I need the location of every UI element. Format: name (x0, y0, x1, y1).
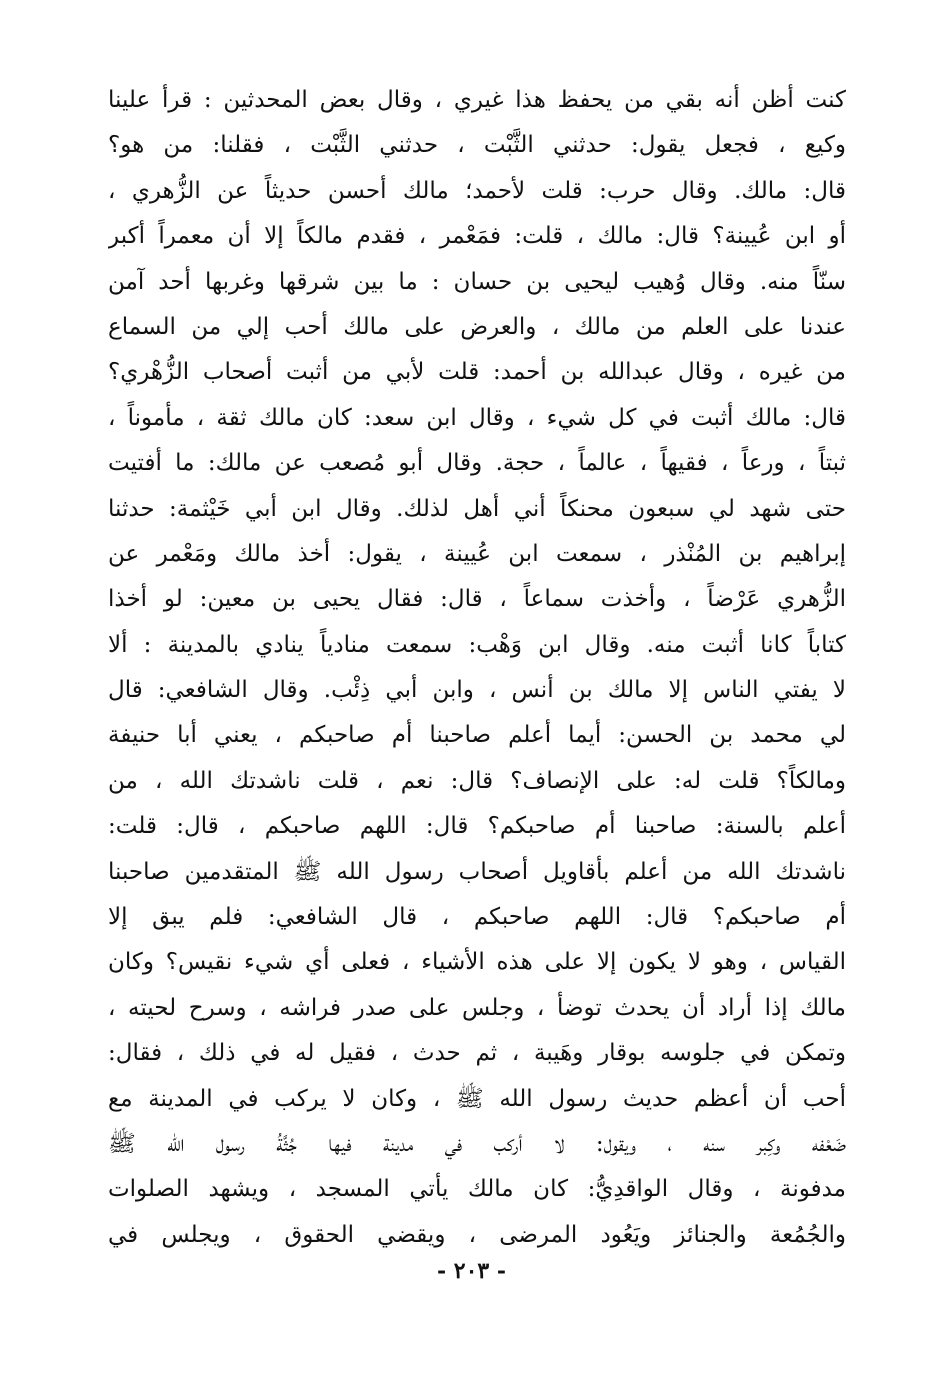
text-line: الزُّهري عَرْضاً ، وأخذت سماعاً ، قال: فقال يحيى بن معين: لو أخذا (108, 586, 846, 613)
text-line: قال: مالك. وقال حرب: قلت لأحمد؛ مالك أحسن حديثاً عن الزُّهري ، (108, 177, 846, 204)
text-line: كنت أظن أنه بقي من يحفظ هذا غيري ، وقال بعض المحدثين : قرأ علينا (108, 87, 846, 113)
text-line: أحب أن أعظم حديث رسول الله ﷺ ، وكان لا يركب في المدينة مع (108, 1085, 846, 1112)
text-line: ومالكاً؟ قلت له: على الإنصاف؟ قال: نعم ، قلت ناشدتك الله ، من (108, 767, 846, 794)
text-line: أعلم بالسنة: صاحبنا أم صاحبكم؟ قال: اللهم صاحبكم ، قال: قلت: (108, 813, 846, 840)
text-line: وتمكن في جلوسه بوقار وهَيبة ، ثم حدث ، فقيل له في ذلك ، فقال: (108, 1040, 846, 1067)
text-line: إبراهيم بن المُنْذر ، سمعت ابن عُيينة ، يقول: أخذ مالك ومَعْمر عن (108, 540, 846, 567)
text-line: مالك إذا أراد أن يحدث توضأ ، وجلس على صدر فراشه ، وسرح لحيته ، (108, 994, 846, 1021)
text-line: مدفونة ، وقال الواقدِيُّ: كان مالك يأتي المسجد ، ويشهد الصلوات (108, 1176, 846, 1203)
text-line: سنّاً منه. وقال وُهيب ليحيى بن حسان : ما بين شرقها وغربها أحد آمن (108, 268, 846, 295)
text-line: عندنا على العلم من مالك ، والعرض على مالك أحب إلي من السماع (108, 313, 846, 340)
text-line: وكيع ، فجعل يقول: حدثني الثَّبْت ، حدثني الثَّبْت ، فقلنا: من هو؟ (108, 132, 846, 159)
body-text (108, 78, 846, 1258)
text-line: كتاباً كانا أثبت منه. وقال ابن وَهْب: سمعت منادياً ينادي بالمدينة : ألا (108, 631, 846, 658)
text-line: أم صاحبكم؟ قال: اللهم صاحبكم ، قال الشافعي: فلم يبق إلا (108, 904, 846, 931)
text-line: والجُمُعة والجنائز ويَعُود المرضى ، ويقضي الحقوق ، ويجلس في (108, 1221, 846, 1248)
text-line: لا يفتي الناس إلا مالك بن أنس ، وابن أبي ذِئْب. وقال الشافعي: قال (108, 677, 846, 704)
text-line: ضَعْفه وكِبر سنه ، ويقول: لا أركب في مدينة فيها جُثَّةُ رسول الله ﷺ (108, 1130, 846, 1157)
text-line: أو ابن عُيينة؟ قال: مالك ، قلت: فمَعْمر ، فقدم مالكاً إلا أن معمراً أكبر (108, 223, 846, 250)
text-line: القياس ، وهو لا يكون إلا على هذه الأشياء ، فعلى أي شيء نقيس؟ وكان (108, 949, 846, 976)
text-line: لي محمد بن الحسن: أيما أعلم صاحبنا أم صاحبكم ، يعني أبا حنيفة (108, 722, 846, 749)
text-line: حتى شهد لي سبعون محنكاً أني أهل لذلك. وقال ابن أبي خَيْثمة: حدثنا (108, 495, 846, 522)
text-line: ثبتاً ، ورعاً ، فقيهاً ، عالماً ، حجة. وقال أبو مُصعب عن مالك: ما أفتيت (108, 450, 846, 477)
text-line: قال: مالك أثبت في كل شيء ، وقال ابن سعد: كان مالك ثقة ، مأموناً ، (108, 404, 846, 431)
page-number: - ٢٠٣ - (436, 1258, 507, 1284)
text-line: من غيره ، وقال عبدالله بن أحمد: قلت لأبي من أثبت أصحاب الزُّهْري؟ (108, 359, 846, 386)
text-line: ناشدتك الله من أعلم بأقاويل أصحاب رسول الله ﷺ المتقدمين صاحبنا (108, 858, 846, 885)
